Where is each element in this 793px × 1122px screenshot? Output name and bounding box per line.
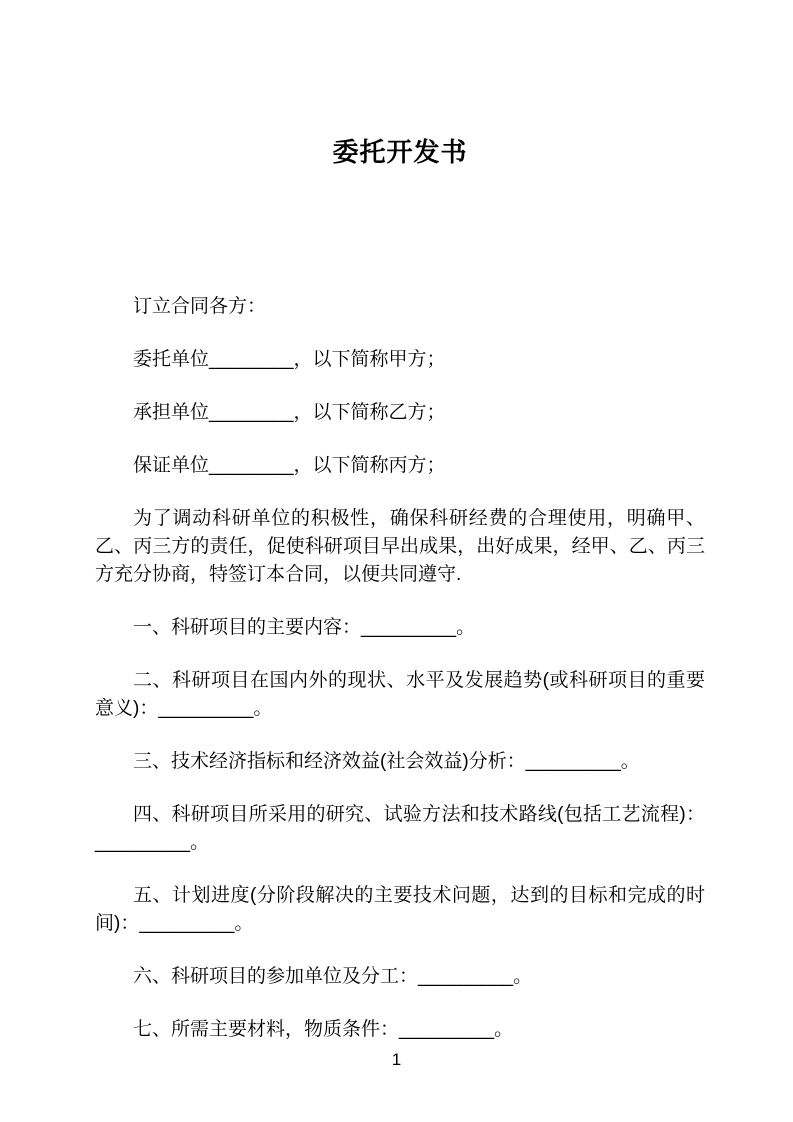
page-number: 1 xyxy=(391,1050,402,1069)
opening-line: 订立合同各方： xyxy=(133,296,267,317)
party-line-yifang: 承担单位________，以下简称乙方； xyxy=(133,402,446,423)
clause-2: 二、科研项目在国内外的现状、水平及发展趋势(或科研项目的重要意义)：_________。 xyxy=(95,670,705,719)
clause-5: 五、计划进度(分阶段解决的主要技术问题，达到的目标和完成的时间)：_________。 xyxy=(95,885,705,934)
clause-1: 一、科研项目的主要内容：_________。 xyxy=(133,617,476,638)
clause-7: 七、所需主要材料，物质条件：_________。 xyxy=(133,1019,514,1040)
party-line-bingfang: 保证单位________，以下简称丙方； xyxy=(133,455,446,476)
clause-6: 六、科研项目的参加单位及分工：_________。 xyxy=(133,966,533,987)
preamble-paragraph: 为了调动科研单位的积极性，确保科研经费的合理使用，明确甲、乙、丙三方的责任，促使科研项目早出成果，出好成果，经甲、乙、丙三方充分协商，特签订本合同，以便共同遵守. xyxy=(95,508,705,585)
party-line-jiafang: 委托单位________，以下简称甲方； xyxy=(133,349,446,370)
clause-4: 四、科研项目所采用的研究、试验方法和技术路线(包括工艺流程)：_________。 xyxy=(95,804,705,853)
clause-3: 三、技术经济指标和经济效益(社会效益)分析：_________。 xyxy=(133,751,640,772)
document-title: 委托开发书 xyxy=(332,137,468,167)
